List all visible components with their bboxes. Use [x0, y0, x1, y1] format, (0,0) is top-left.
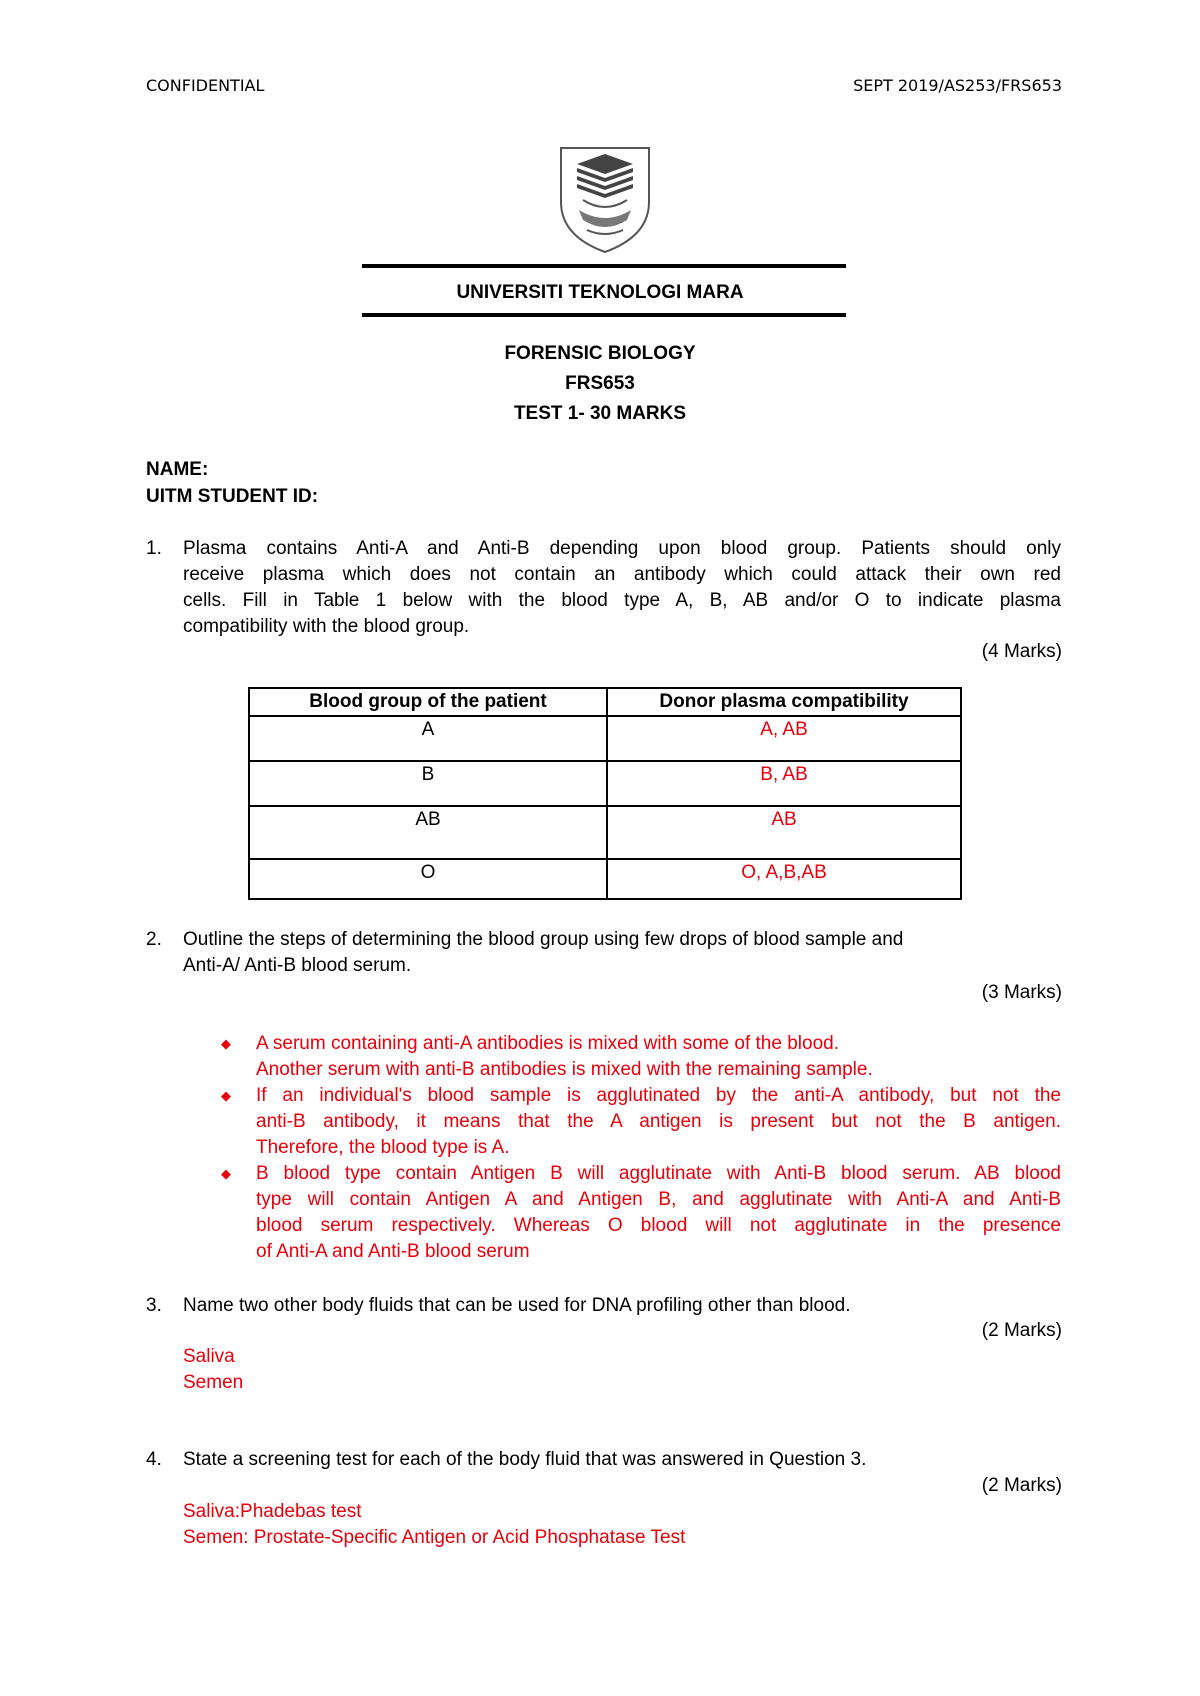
q2-answer-2-line-2: anti-B antibody, it means that the A antigen is present but not the B antigen. — [256, 1111, 1061, 1132]
q4-marks: (2 Marks) — [981, 1475, 1062, 1496]
blood-group-cell: AB — [249, 806, 607, 859]
bottom-rule — [362, 313, 846, 317]
student-id-label: UITM STUDENT ID: — [146, 486, 319, 507]
q2-line-1: Outline the steps of determining the blood group using few drops of blood sample and — [183, 929, 904, 950]
course-title: FORENSIC BIOLOGY — [504, 343, 696, 364]
q2-answer-3-line-4: of Anti-A and Anti-B blood serum — [256, 1241, 530, 1262]
q1-line-3: cells. Fill in Table 1 below with the blood type A, B, AB and/or O to indicate plasma — [183, 590, 1061, 611]
q2-answer-3-line-3: blood serum respectively. Whereas O blood will not agglutinate in the presence — [256, 1215, 1061, 1236]
name-label: NAME: — [146, 459, 209, 480]
q4-answer-1: Saliva:Phadebas test — [183, 1501, 362, 1522]
q2-answer-2-line-1: If an individual's blood sample is agglutinated by the anti-A antibody, but not the — [256, 1085, 1061, 1106]
q3-number: 3. — [146, 1295, 162, 1316]
header-donor-compat: Donor plasma compatibility — [607, 688, 961, 716]
q2-answer-1-line-1: A serum containing anti-A antibodies is mixed with some of the blood. — [256, 1033, 839, 1054]
compat-answer-cell: B, AB — [607, 761, 961, 806]
diamond-bullet-icon: ◆ — [221, 1036, 231, 1051]
table-row — [249, 859, 961, 899]
compat-answer-cell: O, A,B,AB — [607, 859, 961, 899]
table-row — [249, 716, 961, 761]
q4-question: State a screening test for each of the body fluid that was answered in Question 3. — [183, 1449, 867, 1470]
q3-answer-1: Saliva — [183, 1346, 235, 1367]
q1-marks: (4 Marks) — [981, 641, 1062, 662]
q4-number: 4. — [146, 1449, 162, 1470]
course-code: FRS653 — [565, 373, 635, 394]
top-rule — [362, 264, 846, 268]
blood-compatibility-table — [248, 687, 962, 900]
table-header-row — [249, 688, 961, 716]
diamond-bullet-icon: ◆ — [221, 1166, 231, 1181]
q3-marks: (2 Marks) — [981, 1320, 1062, 1341]
q2-answer-1-line-2: Another serum with anti-B antibodies is mixed with the remaining sample. — [256, 1059, 873, 1080]
q1-line-1: Plasma contains Anti-A and Anti-B depending upon blood group. Patients should only — [183, 538, 1061, 559]
table-row — [249, 761, 961, 806]
compat-answer-cell: AB — [607, 806, 961, 859]
header-confidential: CONFIDENTIAL — [146, 76, 265, 95]
q1-line-4: compatibility with the blood group. — [183, 616, 470, 637]
q1-line-2: receive plasma which does not contain an antibody which could attack their own red — [183, 564, 1061, 585]
q3-answer-2: Semen — [183, 1372, 244, 1393]
uitm-crest-logo — [557, 144, 653, 256]
university-name: UNIVERSITI TEKNOLOGI MARA — [456, 282, 744, 303]
q2-answer-3-line-1: B blood type contain Antigen B will agglutinate with Anti-B blood serum. AB blood — [256, 1163, 1061, 1184]
q1-number: 1. — [146, 538, 162, 559]
header-course-code: SEPT 2019/AS253/FRS653 — [853, 76, 1062, 95]
q2-answer-2-line-3: Therefore, the blood type is A. — [256, 1137, 510, 1158]
blood-group-cell: A — [249, 716, 607, 761]
diamond-bullet-icon: ◆ — [221, 1088, 231, 1103]
q2-number: 2. — [146, 929, 162, 950]
test-title: TEST 1- 30 MARKS — [513, 403, 687, 424]
q2-marks: (3 Marks) — [981, 982, 1062, 1003]
q4-answer-2: Semen: Prostate-Specific Antigen or Acid Phosphatase Test — [183, 1527, 686, 1548]
q2-answer-3-line-2: type will contain Antigen A and Antigen B, and agglutinate with Anti-A and Anti-B — [256, 1189, 1061, 1210]
header-blood-group: Blood group of the patient — [249, 688, 607, 716]
blood-group-cell: B — [249, 761, 607, 806]
blood-group-cell: O — [249, 859, 607, 899]
q2-line-2: Anti-A/ Anti-B blood serum. — [183, 955, 412, 976]
compat-answer-cell: A, AB — [607, 716, 961, 761]
table-row — [249, 806, 961, 859]
q3-question: Name two other body fluids that can be used for DNA profiling other than blood. — [183, 1295, 851, 1316]
